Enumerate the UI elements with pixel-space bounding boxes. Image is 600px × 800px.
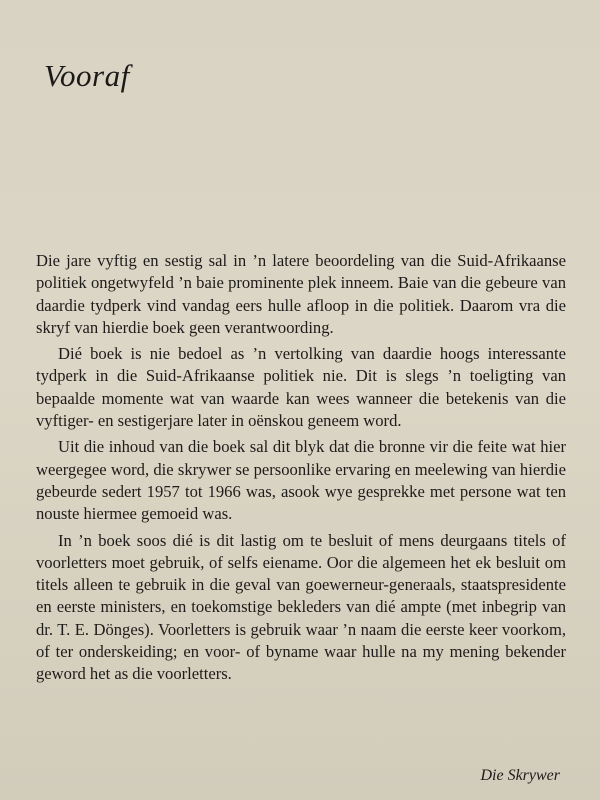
paragraph-2: Dié boek is nie bedoel as ’n vertolking van daardie hoogs interessante tydperk in die Suid-Afrikaanse politiek nie. Dit is slegs ’n toeligting van bepaalde momente wat van waarde kan wees wanneer die betekenis van die vyftiger- en sestigerjare later in oënskou geneem word. [36,344,566,431]
preface-body [36,250,566,690]
paragraph-4: In ’n boek soos dié is dit lastig om te besluit of mens deurgaans titels of voorletters moet gebruik, of selfs eiename. Oor die algemeen het ek besluit om titels alleen te gebruik in die geval van goewerneur-generaals, staatspresidente en eerste ministers, en toekomstige bekleders van dié ampte (met inbegrip van dr. T. E. Dönges). Voorletters is gebruik waar ’n naam die eerste keer voorkom, of ter onderskeiding; en voor- of byname waar hulle na my mening bekender geword het as die voorletters. [36,530,566,684]
paragraph-3: Uit die inhoud van die boek sal dit blyk dat die bronne vir die feite wat hier weergegee word, die skrywer se persoonlike ervaring en meelewing van hierdie gebeurde sedert 1957 tot 1966 was, asook wye gesprekke met persone wat ten nouste hiermee gemoeid was. [36,437,566,524]
paragraph-1: Die jare vyftig en sestig sal in ’n latere beoordeling van die Suid-Afrikaanse politiek ongetwyfeld ’n baie prominente plek inneem. Baie van die gebeure van daardie tydperk vind vandag eers hulle afloop in die politiek. Daarom vra die skryf van hierdie boek geen verantwoording. [36,251,566,337]
page-title: Vooraf [44,58,130,93]
author-signature: Die Skrywer [480,767,560,784]
